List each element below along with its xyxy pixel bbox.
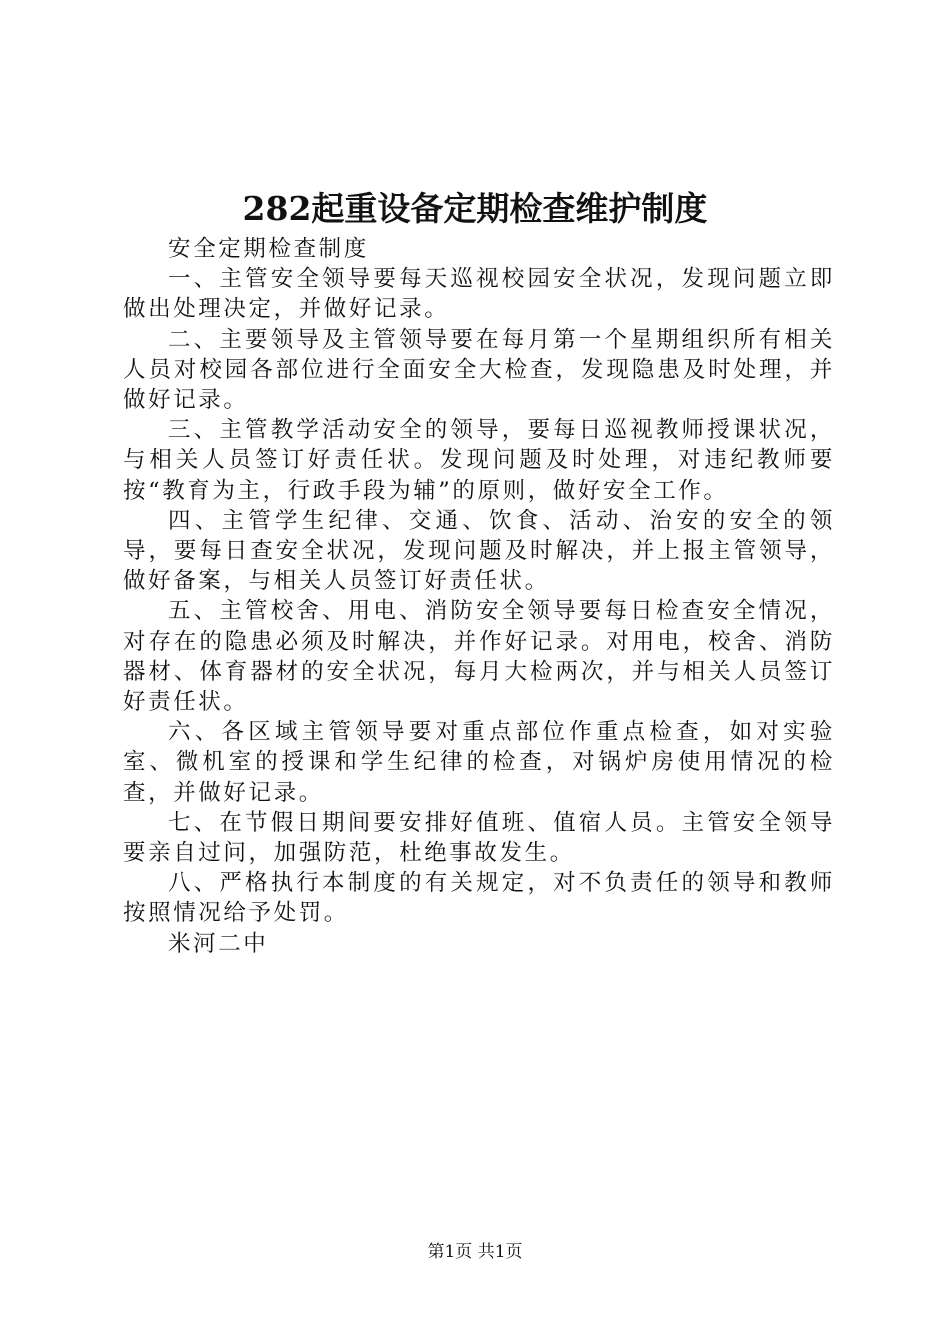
signature: 米河二中 xyxy=(168,930,269,957)
paragraph-8: 八、严格执行本制度的有关规定，对不负责任的领导和教师按照情况给予处罚。 xyxy=(123,870,835,927)
paragraph-1: 一、主管安全领导要每天巡视校园安全状况，发现问题立即做出处理决定，并做好记录。 xyxy=(123,266,835,323)
paragraph-5: 五、主管校舍、用电、消防安全领导要每日检查安全情况，对存在的隐患必须及时解决，并作好记录。对用电，校舍、消防器材、体育器材的安全状况，每月大检两次，并与相关人员签订好责任状。 xyxy=(123,598,835,716)
document-body xyxy=(123,234,835,959)
page-number-footer: 第1页 共1页 xyxy=(427,1242,523,1262)
paragraph-3: 三、主管教学活动安全的领导，要每日巡视教师授课状况，与相关人员签订好责任状。发现问题及时处理，对违纪教师要按“教育为主，行政手段为辅”的原则，做好安全工作。 xyxy=(123,417,835,504)
paragraph-7: 七、在节假日期间要安排好值班、值宿人员。主管安全领导要亲自过问，加强防范，杜绝事故发生。 xyxy=(123,809,835,867)
paragraph-6: 六、各区域主管领导要对重点部位作重点检查，如对实验室、微机室的授课和学生纪律的检查，对锅炉房使用情况的检查，并做好记录。 xyxy=(123,719,835,806)
paragraph-2: 二、主要领导及主管领导要在每月第一个星期组织所有相关人员对校园各部位进行全面安全大检查，发现隐患及时处理，并做好记录。 xyxy=(123,326,835,414)
document-title: 282起重设备定期检查维护制度 xyxy=(242,189,708,228)
document-subtitle: 安全定期检查制度 xyxy=(168,236,369,262)
paragraph-4: 四、主管学生纪律、交通、饮食、活动、治安的安全的领导，要每日查安全状况，发现问题及时解决，并上报主管领导，做好备案，与相关人员签订好责任状。 xyxy=(123,507,835,595)
